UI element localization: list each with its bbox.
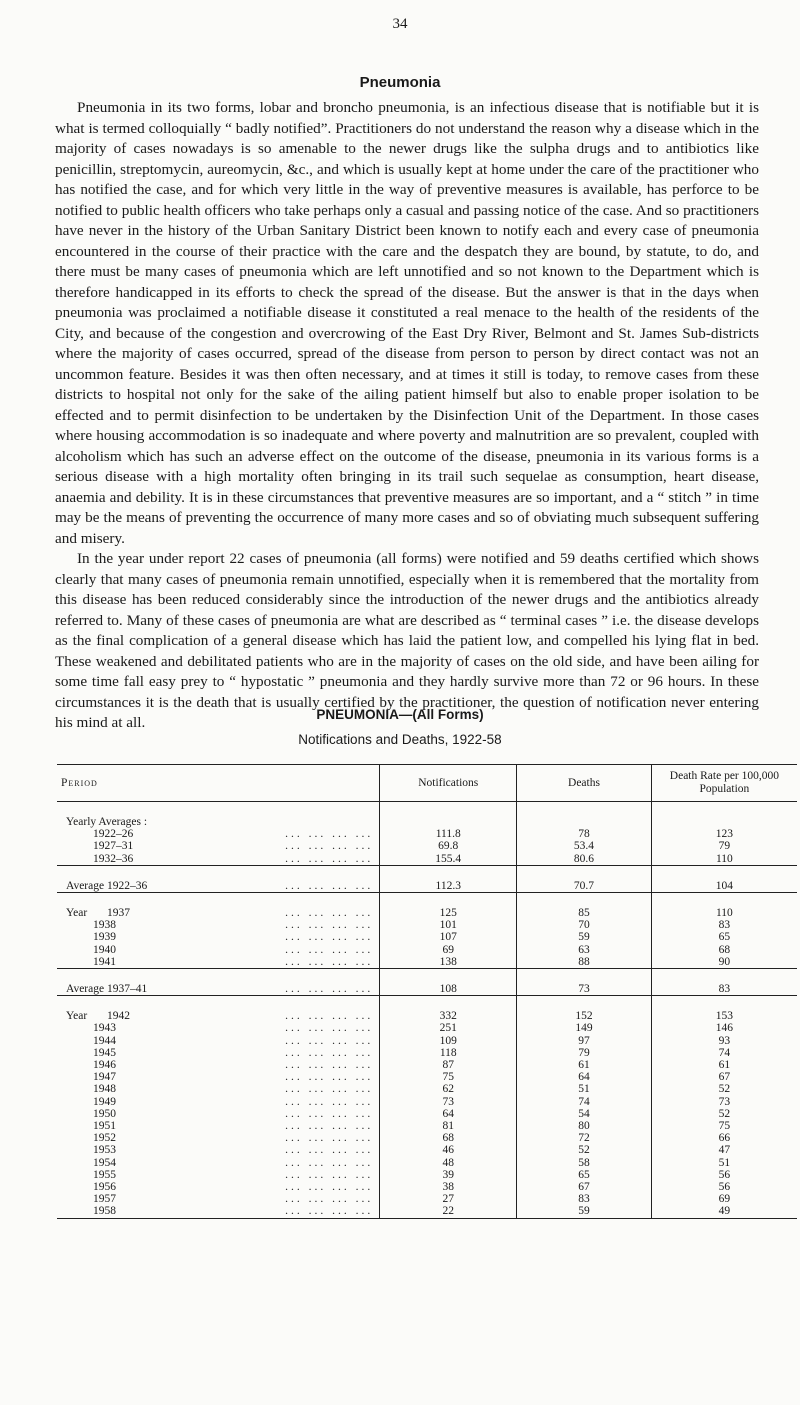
period-label: 1948 (93, 1083, 116, 1096)
death-rate-cell: 83 (651, 919, 797, 931)
leader-dots: ... ... ... ... (285, 1059, 374, 1072)
notifications-cell: 108 (380, 983, 517, 996)
leader-dots: ... ... ... ... (285, 1205, 374, 1218)
table-row (57, 1132, 797, 1144)
spacer-cell (517, 996, 652, 1011)
deaths-cell: 70 (517, 919, 652, 931)
death-rate-cell: 75 (651, 1120, 797, 1132)
spacer-cell (651, 893, 797, 908)
period-label: 1944 (93, 1034, 116, 1047)
leader-dots: ... ... ... ... (285, 1022, 374, 1035)
empty-cell (651, 816, 797, 828)
spacer-row (57, 893, 797, 908)
table-row (57, 1181, 797, 1193)
table-title: PNEUMONIA—(All Forms) (316, 707, 484, 722)
notifications-cell: 68 (380, 1132, 517, 1144)
spacer-cell (517, 802, 652, 817)
notifications-cell: 101 (380, 919, 517, 931)
death-rate-cell: 47 (651, 1144, 797, 1156)
period-label: 1927–31 (93, 840, 134, 853)
period-label: 1950 (93, 1107, 116, 1120)
death-rate-cell: 65 (651, 931, 797, 943)
period-label: 1939 (93, 931, 116, 944)
deaths-cell: 78 (517, 828, 652, 840)
deaths-cell: 63 (517, 944, 652, 956)
leader-dots: ... ... ... ... (285, 907, 374, 920)
death-rate-cell: 67 (651, 1071, 797, 1083)
period-label: 1942 (107, 1010, 130, 1023)
period-cell (57, 907, 380, 919)
leader-dots: ... ... ... ... (285, 931, 374, 944)
notifications-cell: 48 (380, 1157, 517, 1169)
notifications-cell: 64 (380, 1108, 517, 1120)
period-cell (57, 1071, 380, 1083)
table-row (57, 1157, 797, 1169)
section-heading: Pneumonia (359, 74, 441, 91)
period-label: 1955 (93, 1168, 116, 1181)
deaths-cell: 58 (517, 1157, 652, 1169)
notifications-cell: 109 (380, 1035, 517, 1047)
spacer-row (57, 969, 797, 984)
deaths-cell: 61 (517, 1059, 652, 1071)
death-rate-cell: 61 (651, 1059, 797, 1071)
notifications-cell: 155.4 (380, 853, 517, 866)
table-row (57, 1083, 797, 1095)
deaths-cell: 51 (517, 1083, 652, 1095)
table-row (57, 1169, 797, 1181)
period-label: 1938 (93, 919, 116, 932)
period-label: 1945 (93, 1046, 116, 1059)
death-rate-cell: 51 (651, 1157, 797, 1169)
spacer-cell (651, 865, 797, 880)
notifications-cell: 138 (380, 956, 517, 969)
spacer-cell (380, 802, 517, 817)
table-row (57, 840, 797, 852)
deaths-cell: 59 (517, 1205, 652, 1218)
period-label: 1952 (93, 1132, 116, 1145)
period-label: 1957 (93, 1193, 116, 1206)
notifications-cell: 107 (380, 931, 517, 943)
spacer-cell (651, 969, 797, 984)
death-rate-cell: 73 (651, 1096, 797, 1108)
period-label: 1932–36 (93, 852, 134, 865)
leader-dots: ... ... ... ... (285, 1046, 374, 1059)
deaths-cell: 65 (517, 1169, 652, 1181)
deaths-cell: 88 (517, 956, 652, 969)
table-row (57, 931, 797, 943)
period-label: 1941 (93, 955, 116, 968)
death-rate-cell: 104 (651, 880, 797, 893)
header-notifications: Notifications (380, 765, 517, 802)
notifications-cell: 111.8 (380, 828, 517, 840)
deaths-cell: 85 (517, 907, 652, 919)
period-cell (57, 1083, 380, 1095)
period-cell (57, 956, 380, 969)
period-cell (57, 1157, 380, 1169)
leader-dots: ... ... ... ... (285, 1168, 374, 1181)
notifications-cell: 69.8 (380, 840, 517, 852)
period-cell (57, 1193, 380, 1205)
notifications-cell: 39 (380, 1169, 517, 1181)
spacer-cell (517, 865, 652, 880)
deaths-cell: 97 (517, 1035, 652, 1047)
section-label: Yearly Averages : (66, 816, 148, 828)
table-row (57, 1035, 797, 1047)
empty-cell (380, 816, 517, 828)
summary-period-cell (57, 983, 380, 996)
spacer-cell (651, 802, 797, 817)
table-row (57, 853, 797, 866)
leader-dots: ... ... ... ... (285, 1132, 374, 1145)
death-rate-cell: 69 (651, 1193, 797, 1205)
spacer-cell (380, 969, 517, 984)
notifications-cell: 75 (380, 1071, 517, 1083)
header-death-rate: Death Rate per 100,000 Population (651, 765, 797, 802)
notifications-cell: 87 (380, 1059, 517, 1071)
section-label: Year (66, 1010, 88, 1023)
period-cell (57, 853, 380, 866)
notifications-cell: 81 (380, 1120, 517, 1132)
leader-dots: ... ... ... ... (285, 1107, 374, 1120)
deaths-cell: 83 (517, 1193, 652, 1205)
period-cell (57, 931, 380, 943)
table-row (57, 1022, 797, 1034)
period-cell (57, 1010, 380, 1022)
notifications-cell: 46 (380, 1144, 517, 1156)
body-text (55, 98, 759, 734)
spacer-cell (380, 893, 517, 908)
leader-dots: ... ... ... ... (285, 955, 374, 968)
spacer-cell (57, 865, 380, 880)
period-cell (57, 840, 380, 852)
table-row (57, 1047, 797, 1059)
notifications-cell: 251 (380, 1022, 517, 1034)
period-label: 1953 (93, 1144, 116, 1157)
death-rate-cell: 66 (651, 1132, 797, 1144)
period-label: 1937 (107, 907, 130, 920)
table-row (57, 919, 797, 931)
notifications-cell: 22 (380, 1205, 517, 1218)
notifications-cell: 27 (380, 1193, 517, 1205)
death-rate-cell: 79 (651, 840, 797, 852)
spacer-cell (517, 969, 652, 984)
period-cell (57, 1169, 380, 1181)
death-rate-cell: 83 (651, 983, 797, 996)
leader-dots: ... ... ... ... (285, 1083, 374, 1096)
deaths-cell: 80 (517, 1120, 652, 1132)
deaths-cell: 73 (517, 983, 652, 996)
death-rate-cell: 110 (651, 853, 797, 866)
deaths-cell: 64 (517, 1071, 652, 1083)
notifications-cell: 118 (380, 1047, 517, 1059)
period-cell (57, 1022, 380, 1034)
death-rate-cell: 93 (651, 1035, 797, 1047)
leader-dots: ... ... ... ... (285, 983, 374, 996)
spacer-cell (517, 893, 652, 908)
leader-dots: ... ... ... ... (285, 852, 374, 865)
leader-dots: ... ... ... ... (285, 1120, 374, 1133)
notifications-cell: 38 (380, 1181, 517, 1193)
summary-period-cell (57, 880, 380, 893)
deaths-cell: 152 (517, 1010, 652, 1022)
leader-dots: ... ... ... ... (285, 1144, 374, 1157)
deaths-cell: 59 (517, 931, 652, 943)
page-number: 34 (392, 16, 408, 32)
leader-dots: ... ... ... ... (285, 1034, 374, 1047)
table-row (57, 1059, 797, 1071)
death-rate-cell: 74 (651, 1047, 797, 1059)
leader-dots: ... ... ... ... (285, 1095, 374, 1108)
deaths-cell: 52 (517, 1144, 652, 1156)
period-cell (57, 1047, 380, 1059)
table-row (57, 1120, 797, 1132)
notifications-cell: 332 (380, 1010, 517, 1022)
table-row (57, 1096, 797, 1108)
notifications-cell: 112.3 (380, 880, 517, 893)
period-label: 1947 (93, 1071, 116, 1084)
section-label-row (57, 816, 797, 828)
notifications-cell: 62 (380, 1083, 517, 1095)
death-rate-cell: 90 (651, 956, 797, 969)
notifications-cell: 73 (380, 1096, 517, 1108)
period-cell (57, 1108, 380, 1120)
header-period: Period (57, 765, 380, 802)
deaths-cell: 53.4 (517, 840, 652, 852)
deaths-cell: 80.6 (517, 853, 652, 866)
spacer-cell (57, 893, 380, 908)
table-row (57, 828, 797, 840)
leader-dots: ... ... ... ... (285, 1156, 374, 1169)
period-cell (57, 1132, 380, 1144)
death-rate-cell: 49 (651, 1205, 797, 1218)
period-label: 1951 (93, 1120, 116, 1133)
spacer-row (57, 802, 797, 817)
paragraph: In the year under report 22 cases of pneumonia (all forms) were notified and 59 deaths certified which shows clearly that many cases of pneumonia remain unnotified, especially when it is remembered that the mortality from this disease has been reduced considerably since the introduction of the newer drugs and the antibiotics already referred to. Many of these cases of pneumonia are what are described as “ terminal cases ” i.e. the disease develops as the final complication of a general disease which has laid the patient low, and compelled his lying flat in bed. These weakened and debilitated patients who are in the majority of cases on the old side, and have been ailing for some time fall easy prey to “ hypostatic ” pneumonia and they hardly survive more than 72 or 96 hours. In these circumstances it is the death that is usually certified by the practitioner, the question of notification never entering his mind at all. (55, 550, 759, 731)
period-label: 1954 (93, 1156, 116, 1169)
period-label: 1949 (93, 1095, 116, 1108)
spacer-cell (57, 996, 380, 1011)
leader-dots: ... ... ... ... (285, 919, 374, 932)
period-label: 1922–26 (93, 828, 134, 841)
death-rate-cell: 52 (651, 1108, 797, 1120)
period-cell (57, 1181, 380, 1193)
spacer-row (57, 865, 797, 880)
leader-dots: ... ... ... ... (285, 828, 374, 841)
table-subtitle: Notifications and Deaths, 1922-58 (298, 732, 502, 747)
deaths-cell: 70.7 (517, 880, 652, 893)
table-header-row (57, 765, 797, 802)
table-row (57, 944, 797, 956)
death-rate-cell: 146 (651, 1022, 797, 1034)
death-rate-cell: 110 (651, 907, 797, 919)
leader-dots: ... ... ... ... (285, 1071, 374, 1084)
period-label: 1946 (93, 1059, 116, 1072)
death-rate-cell: 56 (651, 1181, 797, 1193)
table-row (57, 956, 797, 969)
table-row (57, 1010, 797, 1022)
deaths-cell: 74 (517, 1096, 652, 1108)
death-rate-cell: 52 (651, 1083, 797, 1095)
deaths-cell: 67 (517, 1181, 652, 1193)
period-cell (57, 828, 380, 840)
table-row (57, 1108, 797, 1120)
table-row (57, 1144, 797, 1156)
period-label: Average 1937–41 (66, 983, 148, 996)
deaths-cell: 72 (517, 1132, 652, 1144)
spacer-row (57, 996, 797, 1011)
spacer-cell (380, 865, 517, 880)
leader-dots: ... ... ... ... (285, 1193, 374, 1206)
spacer-cell (57, 969, 380, 984)
deaths-cell: 149 (517, 1022, 652, 1034)
leader-dots: ... ... ... ... (285, 1010, 374, 1023)
period-label: 1943 (93, 1022, 116, 1035)
death-rate-cell: 123 (651, 828, 797, 840)
deaths-cell: 79 (517, 1047, 652, 1059)
section-label: Year (66, 907, 88, 920)
period-cell (57, 1144, 380, 1156)
notifications-cell: 69 (380, 944, 517, 956)
header-deaths: Deaths (517, 765, 652, 802)
period-cell (57, 919, 380, 931)
table-row (57, 1071, 797, 1083)
leader-dots: ... ... ... ... (285, 943, 374, 956)
table-row (57, 1205, 797, 1218)
leader-dots: ... ... ... ... (285, 1181, 374, 1194)
death-rate-cell: 56 (651, 1169, 797, 1181)
summary-row (57, 880, 797, 893)
spacer-cell (380, 996, 517, 1011)
period-cell (57, 1120, 380, 1132)
period-label: 1940 (93, 943, 116, 956)
notifications-cell: 125 (380, 907, 517, 919)
leader-dots: ... ... ... ... (285, 879, 374, 892)
leader-dots: ... ... ... ... (285, 840, 374, 853)
death-rate-cell: 68 (651, 944, 797, 956)
period-cell (57, 1035, 380, 1047)
pneumonia-table (57, 764, 797, 1219)
period-cell (57, 1059, 380, 1071)
period-cell (57, 1205, 380, 1218)
empty-cell (517, 816, 652, 828)
paragraph: Pneumonia in its two forms, lobar and broncho pneumonia, is an infectious disease that is notifiable but it is what is termed colloquially “ badly notified”. Practitioners do not understand the reason why a disease which in the majority of cases nowadays is so amenable to the newer drugs like the sulpha drugs and to antibiotics like penicillin, streptomycin, aureomycin, &c., and which is usually kept at home under the care of the practitioner who has notified the case, and for which very little in the way of preventive measures is available, has perforce to be notified to public health officers who take perhaps only a casual and passing notice of the case. And so practitioners have never in the history of the Urban Sanitary District been known to notify each and every case of pneumonia encountered in the course of their practice with the care and the despatch they are bound, by statute, to do, and there must be many cases of pneumonia which are left unnotified and so not known to the Department which is therefore handicapped in its efforts to check the spread of the disease. But the answer is that in the days when pneumonia was proclaimed a notifiable disease it constituted a real menace to the health of the residents of the City, and because of the congestion and overcrowing of the East Dry River, Belmont and St. James Sub-districts where the majority of cases occurred, spread of the disease from person to person by direct contact was not an uncommon feature. Besides it was then often necessary, and at times it still is today, to remove cases from these districts to hospital not only for the sake of the ailing patient himself but also to enable proper isolation to be effected and to permit disinfection to be undertaken by the Disinfection Unit of the Department. In those cases where housing accommodation is so inadequate and where poverty and malnutrition are so prevalent, coupled with alcoholism which has such an adverse effect on the outcome of the disease, pneumonia in its various forms is a serious disease with a high mortality often bringing in its trail such sequelae as consumption, heart disease, anaemia and debility. It is in these circumstances that preventive measures are so important, and a “ stitch ” in time may be the means of preventing the occurrence of many more cases and so of obviating much subsequent suffering and misery. (55, 99, 759, 547)
deaths-cell: 54 (517, 1108, 652, 1120)
period-label: 1956 (93, 1181, 116, 1194)
spacer-cell (57, 802, 380, 817)
spacer-cell (651, 996, 797, 1011)
period-label: Average 1922–36 (66, 879, 148, 892)
table-row (57, 907, 797, 919)
death-rate-cell: 153 (651, 1010, 797, 1022)
period-cell (57, 1096, 380, 1108)
table-body (57, 802, 797, 1219)
period-cell (57, 944, 380, 956)
summary-row (57, 983, 797, 996)
period-label: 1958 (93, 1205, 116, 1218)
table-row (57, 1193, 797, 1205)
